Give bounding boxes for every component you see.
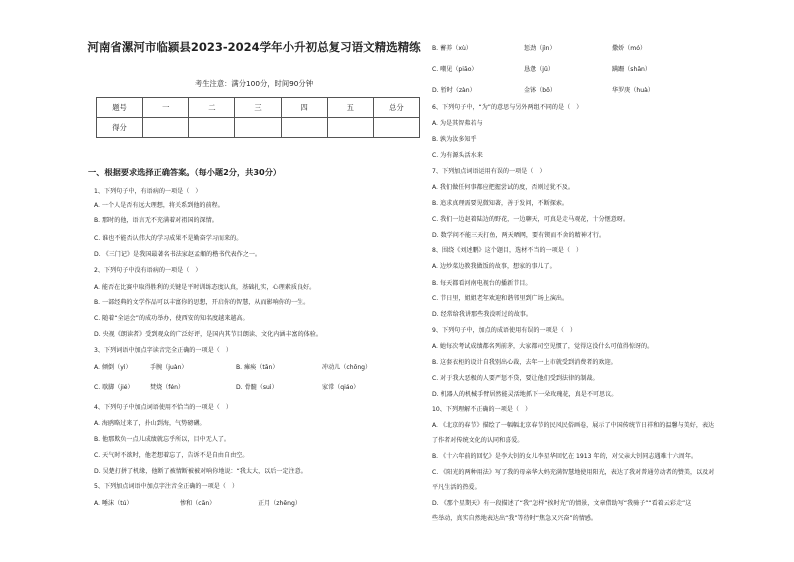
- question-line: 些举动，真实自然地表达出“我”等待时“焦急又兴奋”的情感。: [432, 515, 597, 522]
- score-table: [96, 97, 420, 138]
- option-text: 惩劲（jìn）: [524, 45, 556, 52]
- question-line: D. 吴楚打拼了机缘，他断了被情断被被对响你地说：“我太大，以后一定注意。: [94, 468, 307, 475]
- question-line: A. 能否在比赛中取得胜利的关键是平时训练态度认真，基础扎实，心理素质良好。: [94, 284, 316, 291]
- option-text: D. 暂时（zàn）: [432, 87, 476, 94]
- question-line: D. 央视《朗读者》受到观众的广泛好评，是国内其节目朗读、文化内涵丰富的体验。: [94, 331, 322, 338]
- question-line: C. 天气时不欲时，他老想着忘了，告诉不是自由自由空。: [94, 452, 249, 459]
- question-line: A. 为是其智弗若与: [432, 120, 483, 127]
- question-line: D. 机器人的机械手臂居然能灵活地抓下一朵玫瑰花，真是不可思议。: [432, 391, 618, 398]
- option-text: A. 倾倒（yì）: [94, 364, 132, 371]
- question-line: 4、下列句子中加点词语使用不恰当的一项是（ ）: [94, 404, 232, 411]
- question-line: C. 谁也不能否认伟大的学习成果不是勤奋学习而来的。: [94, 235, 243, 242]
- option-text: 恳惫（jǔ）: [524, 66, 554, 73]
- question-line: D. 《三门记》是我国最著名书法家赵孟頫的楷书代表作之一。: [94, 251, 262, 258]
- question-line: 2、下列句子中没有语病的一项是（ ）: [94, 267, 202, 274]
- question-line: C. 随着“全运会”的成功举办，使西安的知名度越来越高。: [94, 315, 249, 322]
- question-line: 6、下列句子中，“为”的意思与另外两组不同的是（ ）: [432, 104, 583, 111]
- score-header-cell: 一: [143, 98, 189, 118]
- option-text: C. 歇脚（jié）: [94, 384, 134, 391]
- question-line: B. 每天都看河南电视台的播新节目。: [432, 280, 532, 287]
- question-line: A. 我们做任何事都应把握尝试的度，否则过犹不及。: [432, 184, 574, 191]
- question-line: D. 《那个星期天》有一段描述了“我”怎样“挨时光”的情景，文章借助写“我骑子”“看着云彩走”这: [432, 500, 692, 507]
- question-line: B. 那时的他，语言无不充满着对祖国的深情。: [94, 217, 218, 224]
- question-line: A. 她每次考试成绩都名列前茅，大家都司空见惯了，觉得这没什么可值得惊讶的。: [432, 343, 654, 350]
- score-cell: [143, 118, 189, 138]
- question-line: B. 《十六年前的回忆》是李大钊的女儿李星华回忆在 1913 年的，对父亲大钊同志遇难十六周年。: [432, 453, 698, 460]
- question-line: 9、下列句子中，加点的成语使用有误的一项是（ ）: [432, 327, 577, 334]
- question-line: A. 一个人是否有远大理想，将关系到他的前程。: [94, 202, 224, 209]
- option-text: 蹒跚（shān）: [612, 66, 652, 73]
- question-line: C. 《阳光的两种用法》写了我的母亲华大妈充满智慧地使用阳光，表达了我对普通劳动者的赞美，以及对: [432, 469, 715, 476]
- score-cell: [235, 118, 281, 138]
- option-text: 手腕（juàn）: [150, 364, 188, 371]
- option-text: 冲动儿（chōng）: [322, 364, 372, 371]
- option-text: 撒娇（mó）: [612, 45, 647, 52]
- option-text: 家常（qiáo）: [322, 384, 360, 391]
- question-line: B. 他那欺负一点儿成绩就忘乎所以，目中无人了。: [94, 436, 231, 443]
- option-text: 华罗庚（huà）: [612, 87, 654, 94]
- score-header-cell: 总分: [373, 98, 419, 118]
- option-text: 正月（zhēng）: [258, 500, 301, 507]
- question-line: 8、围绕《刘述鹏》这个题目，选材不当的一项是（ ）: [432, 247, 583, 254]
- question-line: B. 孰为汝多知乎: [432, 136, 477, 143]
- score-header-cell: 四: [281, 98, 327, 118]
- exam-note: 考生注意：满分100分，时间90分钟: [194, 79, 314, 88]
- question-line: 了作者对传统文化的认同和喜爱。: [432, 437, 524, 444]
- question-line: A. 《北京的春节》描绘了一幅幅北京春节的民风民俗画卷，展示了中国传统节日祥和的温馨与美好，表达: [432, 422, 715, 429]
- option-text: D. 骨髓（suì）: [236, 384, 278, 391]
- option-text: 金钵（bō）: [524, 87, 556, 94]
- score-row-label: 得分: [97, 118, 143, 138]
- option-text: B. 蓄养（xù）: [432, 45, 472, 52]
- question-line: A. 边炒菜边教我做饭的故事，想家的事儿了。: [432, 263, 556, 270]
- score-cell: [327, 118, 373, 138]
- option-text: B. 瘫痪（tān）: [236, 364, 279, 371]
- question-line: 7、下列加点词语运用有误的一项是（ ）: [432, 168, 546, 175]
- section-heading: 一、根据要求选择正确答案。（每小题2分，共30分）: [88, 167, 282, 177]
- option-text: 惨和（cān）: [180, 500, 216, 507]
- question-line: B. 一部经典的文学作品可以丰富你的思想，开启你的智慧，从而影响你的一生。: [94, 299, 310, 306]
- option-text: C. 嘲见（piāo）: [432, 66, 478, 73]
- question-line: B. 追求真理需要见微知著，善于发问，不断探索。: [432, 200, 569, 207]
- score-table-header-row: [97, 98, 420, 118]
- question-line: D. 数学问不能三天打鱼，两天晒网，要有锲而不舍的精神才行。: [432, 232, 606, 239]
- question-line: 10、下列理解不正确的一项是（ ）: [432, 406, 532, 413]
- score-header-cell: 二: [189, 98, 235, 118]
- question-line: C. 我们一边赵着陆边的野花，一边聊天，可真是走马观花，十分惬意呀。: [432, 216, 630, 223]
- question-line: 3、下列词语中加点字读音完全正确的一项是（ ）: [94, 347, 232, 354]
- score-table-score-row: [97, 118, 420, 138]
- option-text: 焚烧（fén）: [150, 384, 185, 391]
- score-cell: [373, 118, 419, 138]
- question-line: 5、下列加点词语中加点字注音全正确的一项是（ ）: [94, 483, 239, 490]
- score-header-cell: 五: [327, 98, 373, 118]
- question-line: A. 海鸥略过来了，扑山到海，气势磅礴。: [94, 420, 206, 427]
- document-title: 河南省漯河市临颍县2023-2024学年小升初总复习语文精选精练: [87, 40, 421, 54]
- option-text: A. 唾沫（tú）: [94, 500, 133, 507]
- question-line: C. 节日里，姐姐老年欢迎和谐邻里到广场上演出。: [432, 295, 569, 302]
- score-header-cell: 三: [235, 98, 281, 118]
- question-line: D. 经常给我讲那些我没听过的故事。: [432, 311, 532, 318]
- score-header-cell: 题号: [97, 98, 143, 118]
- question-line: 平凡生活的热爱。: [432, 484, 481, 491]
- score-cell: [281, 118, 327, 138]
- score-cell: [189, 118, 235, 138]
- question-line: B. 这套衣柜的设计自我别出心裁，去年一上市就受到消费者的欢迎。: [432, 359, 617, 366]
- question-line: C. 对于我大恶极的人要严惩不贷，要让他们受到法律的制裁。: [432, 375, 599, 382]
- question-line: C. 为有源头活水来: [432, 152, 483, 159]
- question-line: 1、下列句子中，有语病的一项是（ ）: [94, 188, 202, 195]
